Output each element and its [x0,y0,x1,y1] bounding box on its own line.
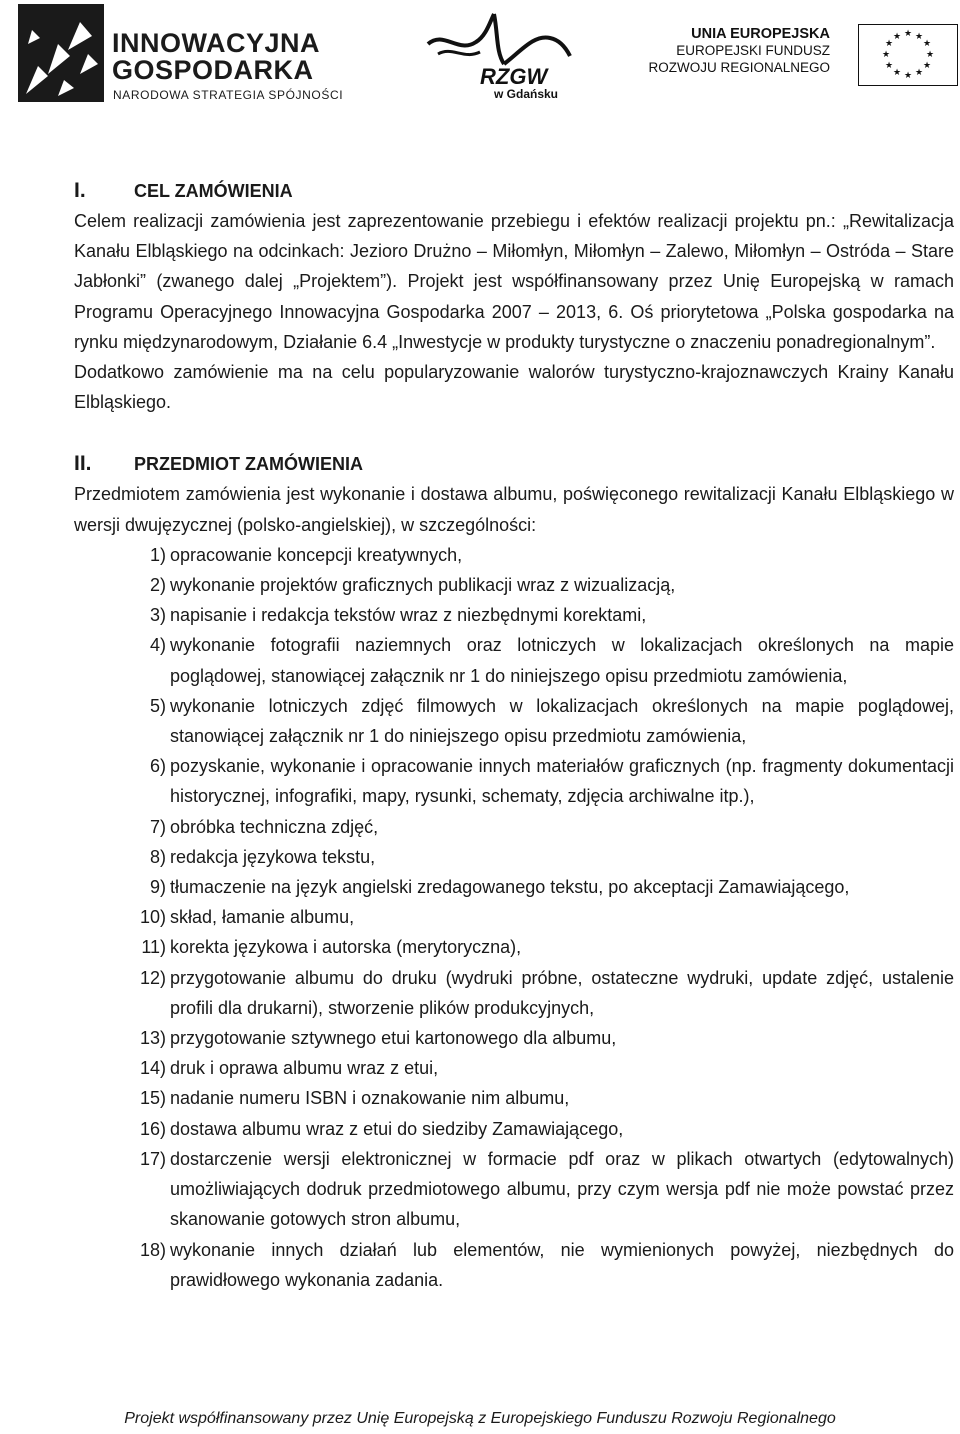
list-item-text: pozyskanie, wykonanie i opracowanie innych materiałów graficznych (np. fragmenty dokumentacji historycznej, infografiki, mapy, rysunki, schematy, zdjęcia archiwalne itp.), [170,756,954,807]
scope-list [74,540,954,1295]
list-item-number: 1) [149,544,166,565]
logo-ig-line1: INNOWACYJNA [112,28,321,58]
list-item-number: 18) [139,1239,166,1260]
list-item [74,691,954,751]
section-paragraph: Celem realizacji zamówienia jest zaprezentowanie przebiegu i efektów realizacji projektu pn.: „Rewitalizacja Kanału Elbląskiego na odcinkach: Jezioro Drużno – Miłomłyn, Miłomłyn – Zalewo, Miłomłyn – Ostróda – Stare Jabłonki” (zwanego dalej „Projektem”). Projekt jest współfinansowany przez Unię Europejską w ramach Programu Operacyjnego Innowacyjna Gospodarka 2007 – 2013, 6. Oś priorytetowa „Polska gospodarka na rynku międzynarodowym, Działanie 6.4 „Inwestycje w produkty turystyczne o znaczeniu ponadregionalnym”. [74,211,954,352]
list-item-text: wykonanie fotografii naziemnych oraz lotniczych w lokalizacjach określonych na mapie poglądowej, stanowiącej załącznik nr 1 do niniejszego opisu przedmiotu zamówienia, [170,635,954,686]
logo-ig-line2: GOSPODARKA [112,55,314,85]
list-item-number: 2) [149,575,166,596]
list-item-text: tłumaczenie na język angielski zredagowanego tekstu, po akceptacji Zamawiającego, [170,877,850,898]
section-number: I. [74,179,86,202]
list-item-text: korekta językowa i autorska (merytoryczna), [170,937,522,958]
list-item [74,872,954,902]
svg-text:★: ★ [922,61,932,71]
list-item-number: 12) [139,967,166,988]
logo-ig-line3: NARODOWA STRATEGIA SPÓJNOŚCI [113,88,344,102]
list-item [74,1023,954,1053]
svg-text:★: ★ [903,29,913,39]
rzgw-logo-city: w Gdańsku [494,87,559,101]
list-item [74,932,954,962]
section-paragraph: Dodatkowo zamówienie ma na celu popularyzowanie walorów turystyczno-krajoznawczych Krainy Kanału Elbląskiego. [74,362,954,413]
list-item-text: wykonanie lotniczych zdjęć filmowych w lokalizacjach określonych na mapie poglądowej, stanowiącej załącznik nr 1 do niniejszego opisu przedmiotu zamówienia, [170,695,954,747]
svg-text:★: ★ [914,32,924,42]
list-item-number: 15) [139,1088,166,1109]
list-item-number: 9) [149,877,166,898]
eu-logo-line1: UNIA EUROPEJSKA [691,26,830,42]
svg-text:★: ★ [925,50,935,60]
list-item-text: przygotowanie sztywnego etui kartonowego dla albumu, [170,1028,617,1049]
innowacyjna-gospodarka-logo [18,4,348,102]
eu-logo-line3: ROZWOJU REGIONALNEGO [648,60,830,75]
eu-flag-icon [858,24,958,86]
section-paragraph: Przedmiotem zamówienia jest wykonanie i dostawa albumu, poświęconego rewitalizacji Kanału Elbląskiego w wersji dwujęzycznej (polsko-angielskiej), w szczególności: [74,484,954,535]
svg-text:★: ★ [914,68,924,78]
list-item-text: obróbka techniczna zdjęć, [170,816,379,837]
list-item-text: redakcja językowa tekstu, [170,846,376,867]
section-number: II. [74,452,92,476]
innowacyjna-gospodarka-emblem [18,4,104,102]
list-item-text: druk i oprawa albumu wraz z etui, [170,1058,439,1079]
list-item-text: dostawa albumu wraz z etui do siedziby Zamawiającego, [170,1118,624,1139]
list-item-number: 4) [149,635,166,656]
rzgw-logo-name: RZGW [480,64,548,89]
list-item-text: nadanie numeru ISBN i oznakowanie nim albumu, [170,1088,570,1109]
svg-text:★: ★ [881,50,891,60]
list-item [74,1114,954,1144]
section-heading [74,176,954,206]
list-item [74,963,954,1023]
list-item-number: 13) [139,1028,166,1049]
list-item-text: wykonanie innych działań lub elementów, nie wymienionych powyżej, niezbędnych do prawidłowego wykonania zadania. [170,1239,954,1290]
eu-logo [648,26,960,86]
list-item [74,600,954,630]
list-item-text: przygotowanie albumu do druku (wydruki próbne, ostateczne wydruki, update zdjęć, ustalenie profili dla drukarni), stworzenie plików produkcyjnych, [170,967,954,1018]
list-item-number: 5) [149,695,166,716]
list-item [74,1235,954,1295]
svg-text:★: ★ [884,61,894,71]
document-body [74,176,954,1295]
list-item-number: 14) [139,1058,166,1079]
svg-text:★: ★ [903,71,913,81]
page-footer: Projekt współfinansowany przez Unię Europejską z Europejskiego Funduszu Rozwoju Regionalnego [124,1410,836,1427]
list-item [74,902,954,932]
section-heading [74,449,954,479]
list-item-number: 7) [149,816,166,837]
list-item [74,842,954,872]
eu-logo-line2: EUROPEJSKI FUNDUSZ [676,43,830,58]
rzgw-wave-emblem [424,8,574,68]
section-title: CEL ZAMÓWIENIA [134,181,293,201]
list-item-number: 3) [149,605,166,626]
list-item-text: wykonanie projektów graficznych publikacji wraz z wizualizacją, [170,575,676,596]
list-item-number: 16) [139,1118,166,1139]
list-item [74,570,954,600]
svg-text:★: ★ [892,68,902,78]
list-item-number: 6) [149,756,166,777]
list-item-number: 11) [141,937,166,958]
list-item [74,751,954,811]
list-item-text: napisanie i redakcja tekstów wraz z niezbędnymi korektami, [170,605,647,626]
svg-text:★: ★ [892,32,902,42]
list-item-text: opracowanie koncepcji kreatywnych, [170,544,463,565]
list-item [74,812,954,842]
list-item [74,1053,954,1083]
section-title: PRZEDMIOT ZAMÓWIENIA [134,454,363,475]
list-item-text: skład, łamanie albumu, [170,907,355,928]
svg-text:★: ★ [884,39,894,49]
list-item-number: 8) [149,846,166,867]
list-item-text: dostarczenie wersji elektronicznej w formacie pdf oraz w plikach otwartych (edytowalnych) umożliwiających dodruk przedmiotowego albumu, przy czym wersja pdf nie może powstać przez skanowanie gotowych stron albumu, [170,1148,954,1230]
list-item [74,540,954,570]
svg-text:★: ★ [922,39,932,49]
rzgw-logo [424,8,574,100]
page-header [0,0,960,110]
list-item [74,630,954,690]
list-item-number: 17) [139,1148,166,1169]
list-item [74,1083,954,1113]
list-item-number: 10) [139,907,166,928]
list-item [74,1144,954,1235]
